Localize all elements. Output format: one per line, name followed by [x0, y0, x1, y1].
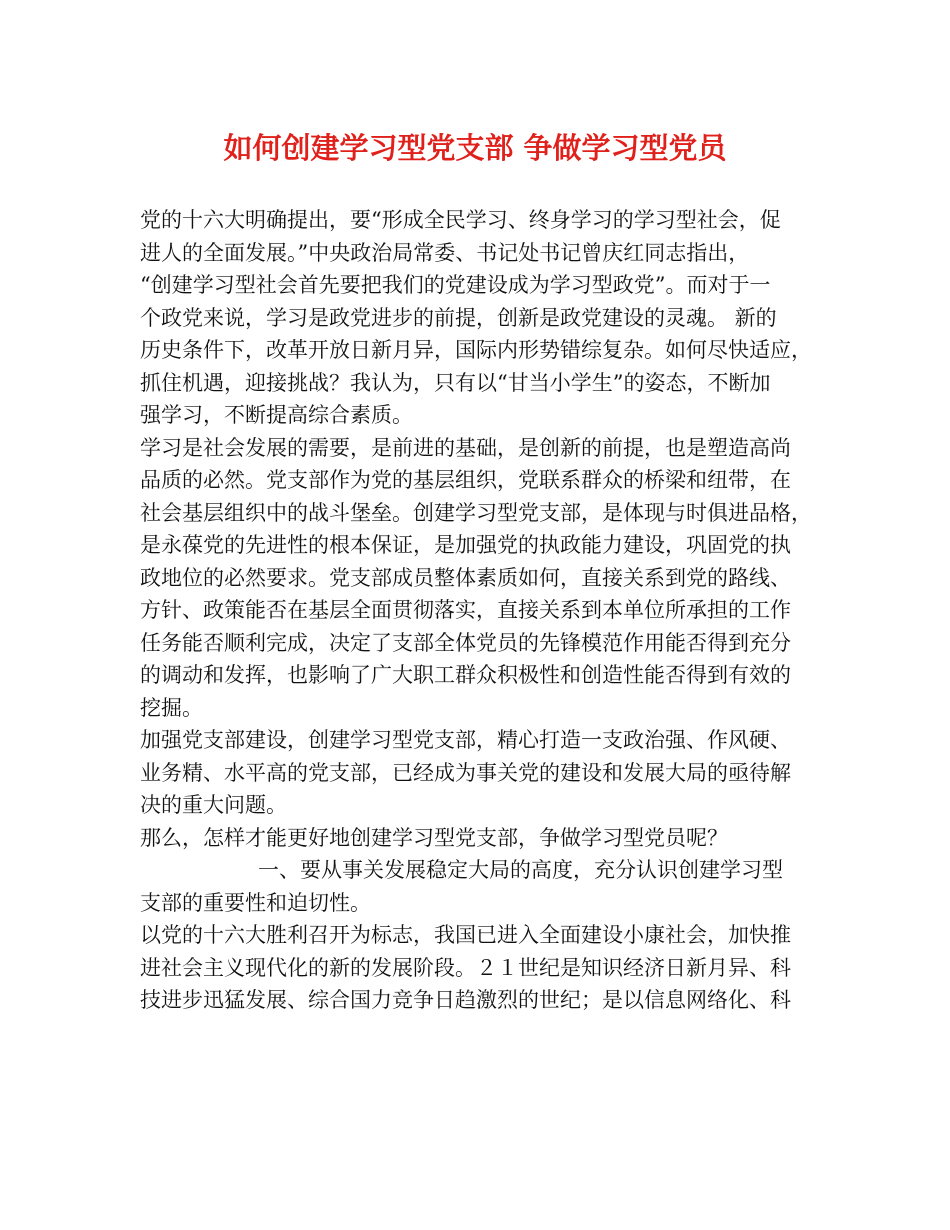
- body-line: 进社会主义现代化的新的发展阶段。２１世纪是知识经济日新月异、科: [140, 955, 791, 980]
- body-line: 的调动和发挥，也影响了广大职工群众积极性和创造性能否得到有效的: [140, 663, 791, 687]
- body-line: “创建学习型社会首先要把我们的党建设成为学习型政党”。而对于一: [140, 273, 771, 297]
- body-line: 学习是社会发展的需要，是前进的基础，是创新的前提，也是塑造高尚: [140, 435, 791, 460]
- body-line: 那么，怎样才能更好地创建学习型党支部，争做学习型党员呢？: [140, 825, 728, 850]
- section-heading-continued: 支部的重要性和迫切性。: [140, 890, 371, 915]
- body-line: 任务能否顺利完成，决定了支部全体党员的先锋模范作用能否得到充分: [140, 630, 791, 655]
- body-line: 加强党支部建设，创建学习型党支部，精心打造一支政治强、作风硬、: [140, 728, 791, 752]
- body-line: 决的重大问题。: [140, 793, 287, 817]
- body-line: 历史条件下，改革开放日新月异，国际内形势错综复杂。如何尽快适应，: [140, 338, 812, 362]
- body-line: 进人的全面发展。”中央政治局常委、书记处书记曾庆红同志指出，: [140, 240, 750, 265]
- document-body: [140, 204, 830, 1017]
- body-line: 强学习，不断提高综合素质。: [140, 403, 413, 427]
- body-line: 挖掘。: [140, 695, 203, 720]
- section-heading: 一、要从事关发展稳定大局的高度，充分认识创建学习型: [258, 858, 783, 882]
- body-line: 方针、政策能否在基层全面贯彻落实，直接关系到本单位所承担的工作: [140, 598, 791, 622]
- body-line: 以党的十六大胜利召开为标志，我国已进入全面建设小康社会，加快推: [140, 923, 791, 947]
- body-line: 党的十六大明确提出，要“形成全民学习、终身学习的学习型社会，促: [140, 208, 781, 232]
- body-line: 抓住机遇，迎接挑战？我认为，只有以“甘当小学生”的姿态，不断加: [140, 370, 771, 395]
- body-line: 业务精、水平高的党支部，已经成为事关党的建设和发展大局的亟待解: [140, 760, 791, 785]
- body-line: 是永葆党的先进性的根本保证，是加强党的执政能力建设，巩固党的执: [140, 533, 791, 557]
- body-line: 政地位的必然要求。党支部成员整体素质如何，直接关系到党的路线、: [140, 565, 791, 590]
- body-line: 技进步迅猛发展、综合国力竞争日趋激烈的世纪；是以信息网络化、科: [140, 988, 791, 1012]
- body-line: 社会基层组织中的战斗堡垒。创建学习型党支部，是体现与时俱进品格，: [140, 500, 812, 525]
- body-line: 品质的必然。党支部作为党的基层组织，党联系群众的桥梁和纽带，在: [140, 468, 791, 492]
- document-title: 如何创建学习型党支部 争做学习型党员: [223, 131, 727, 165]
- body-line: 个政党来说，学习是政党进步的前提，创新是政党建设的灵魂。 新的: [140, 305, 777, 330]
